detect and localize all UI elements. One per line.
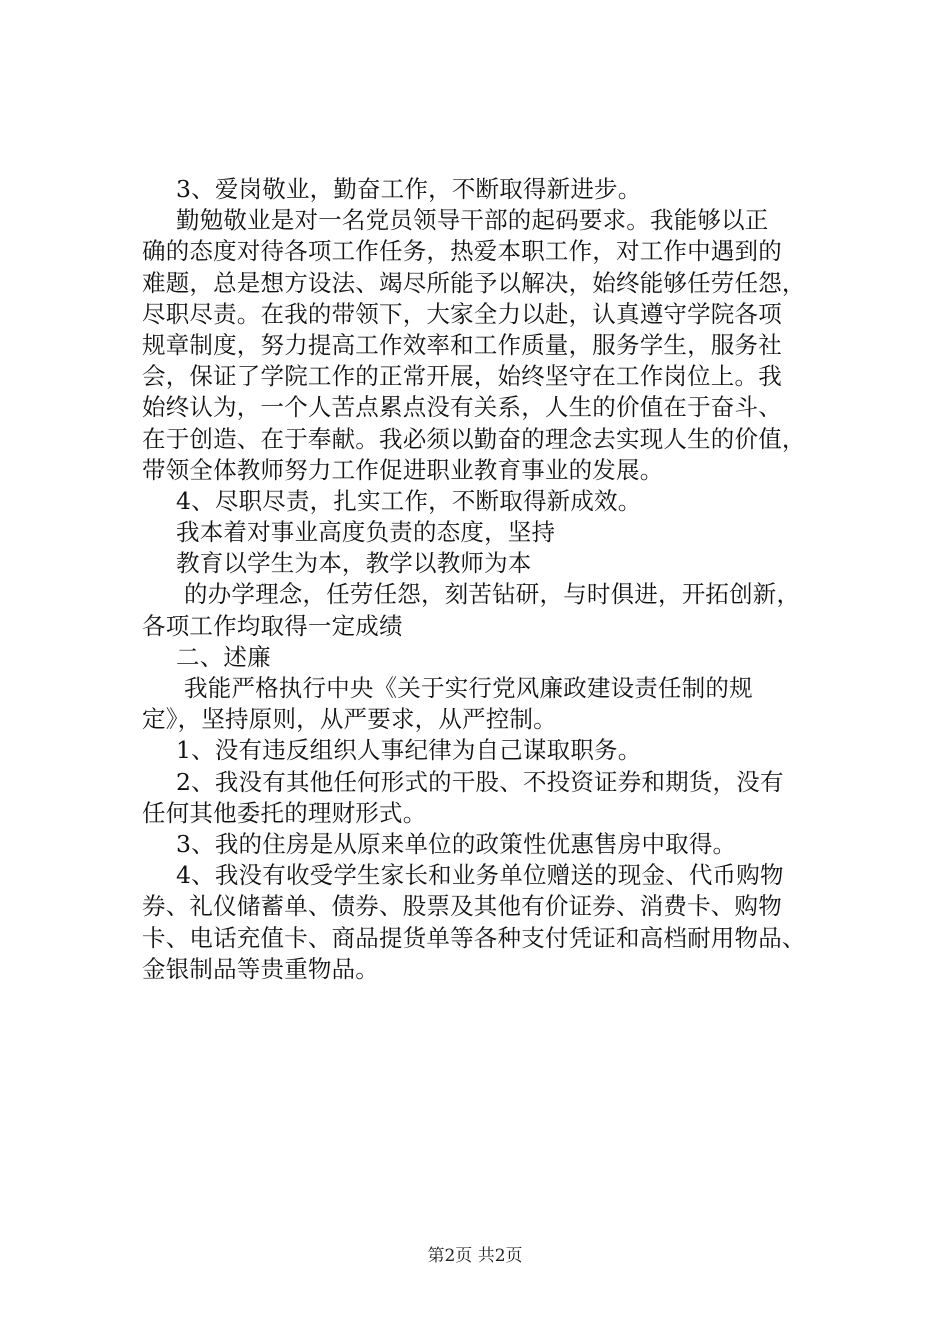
paragraph-line: 定》，坚持原则，从严要求，从严控制。 bbox=[142, 705, 557, 734]
paragraph-line: 券、礼仪储蓄单、债券、股票及其他有价证券、消费卡、购物 bbox=[142, 892, 782, 921]
paragraph-line: 勤勉敬业是对一名党员领导干部的起码要求。我能够以正 bbox=[176, 206, 769, 235]
list-item: 2、我没有其他任何形式的干股、不投资证券和期货，没有 bbox=[176, 767, 784, 796]
list-item: 4、我没有收受学生家长和业务单位赠送的现金、代币购物 bbox=[176, 861, 784, 890]
paragraph-line: 我本着对事业高度负责的态度，坚持 bbox=[176, 518, 556, 547]
paragraph-line: 始终认为，一个人苦点累点没有关系，人生的价值在于奋斗、 bbox=[142, 393, 782, 422]
section-heading: 二、述廉 bbox=[176, 642, 271, 671]
paragraph-line: 的办学理念，任劳任怨，刻苦钻研，与时俱进，开拓创新， bbox=[184, 580, 801, 609]
paragraph-line: 金银制品等贵重物品。 bbox=[142, 954, 379, 983]
section-heading: 4、尽职尽责，扎实工作，不断取得新成效。 bbox=[176, 486, 642, 515]
paragraph-line: 任何其他委托的理财形式。 bbox=[142, 798, 427, 827]
section-heading: 3、爱岗敬业，勤奋工作，不断取得新进步。 bbox=[176, 175, 642, 203]
paragraph-line: 在于创造、在于奉献。我必须以勤奋的理念去实现人生的价值， bbox=[142, 424, 806, 453]
paragraph-line: 规章制度，努力提高工作效率和工作质量，服务学生，服务社 bbox=[142, 330, 782, 359]
document-body bbox=[142, 174, 842, 985]
paragraph-line: 确的态度对待各项工作任务，热爱本职工作，对工作中遇到的 bbox=[142, 237, 782, 266]
list-item: 3、我的住房是从原来单位的政策性优惠售房中取得。 bbox=[176, 829, 737, 858]
paragraph-line: 各项工作均取得一定成绩 bbox=[142, 611, 403, 640]
paragraph-line: 卡、电话充值卡、商品提货单等各种支付凭证和高档耐用物品、 bbox=[142, 923, 806, 952]
paragraph-line: 难题，总是想方设法、竭尽所能予以解决，始终能够任劳任怨， bbox=[142, 268, 806, 297]
paragraph-line: 教育以学生为本，教学以教师为本 bbox=[176, 549, 532, 578]
list-item: 1、没有违反组织人事纪律为自己谋取职务。 bbox=[176, 736, 642, 765]
paragraph-line: 我能严格执行中央《关于实行党风廉政建设责任制的规 bbox=[184, 674, 753, 702]
paragraph-line: 带领全体教师努力工作促进职业教育事业的发展。 bbox=[142, 455, 664, 484]
page-number-footer: 第2页 共2页 bbox=[427, 1246, 523, 1266]
paragraph-line: 会，保证了学院工作的正常开展，始终坚守在工作岗位上。我 bbox=[142, 362, 782, 391]
paragraph-line: 尽职尽责。在我的带领下，大家全力以赴，认真遵守学院各项 bbox=[142, 299, 782, 328]
